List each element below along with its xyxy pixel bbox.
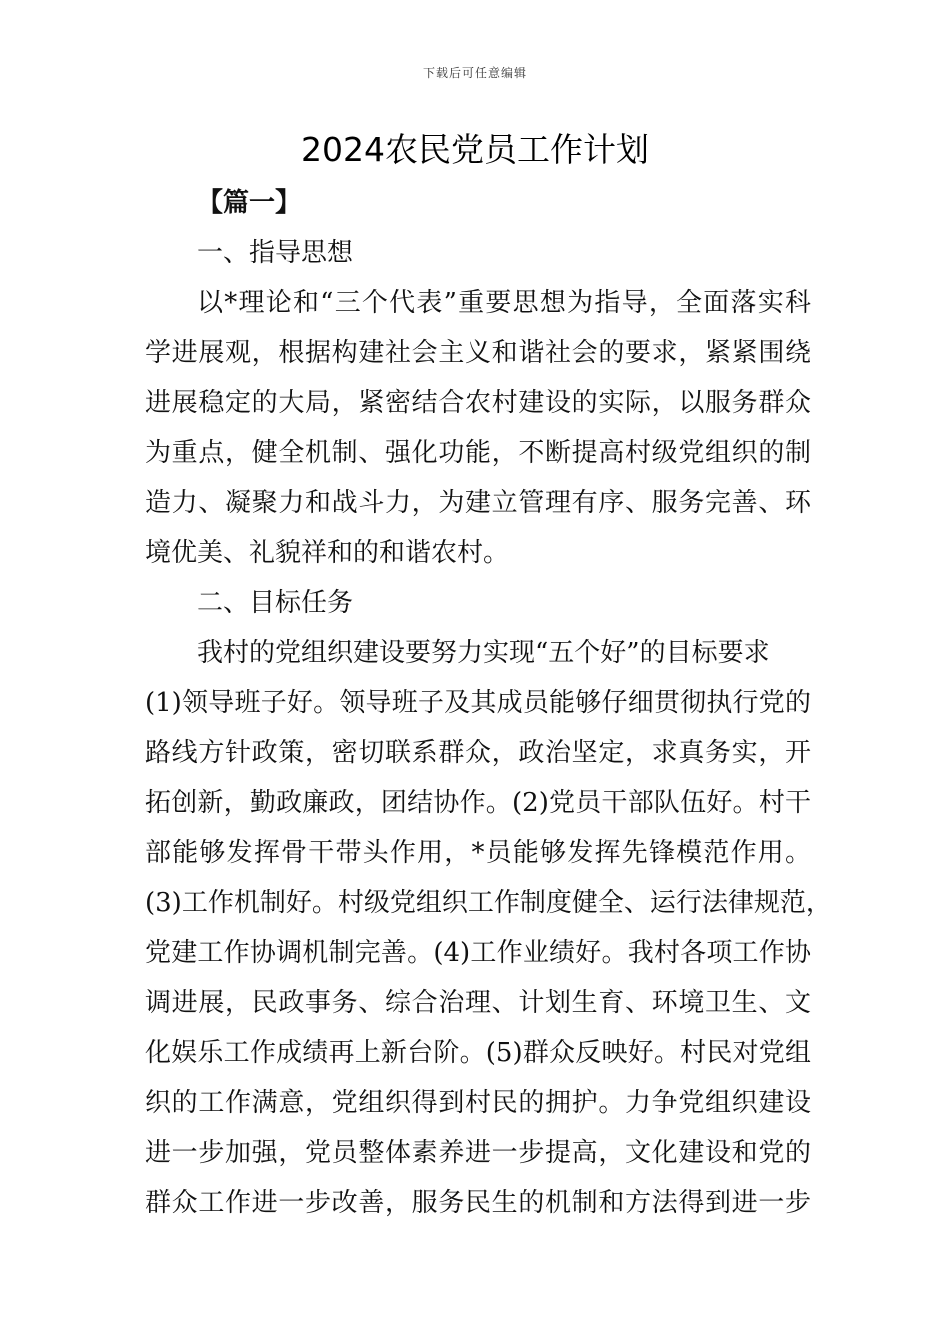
paragraph-line: 化娱乐工作成绩再上新台阶。(5)群众反映好。村民对党组 — [145, 1038, 811, 1068]
page-header-note: 下载后可任意编辑 — [422, 66, 527, 80]
document-body — [145, 178, 832, 1228]
paragraph-guiding-ideology — [145, 278, 811, 578]
paragraph-line: 织的工作满意，党组织得到村民的拥护。力争党组织建设 — [145, 1088, 811, 1118]
paragraph-line: 群众工作进一步改善，服务民生的机制和方法得到进一步 — [145, 1188, 811, 1218]
paragraph-line: 为重点，健全机制、强化功能，不断提高村级党组织的制 — [145, 438, 811, 468]
paragraph-line: 进展稳定的大局，紧密结合农村建设的实际，以服务群众 — [145, 388, 811, 418]
part-label: 【篇一】 — [197, 188, 302, 218]
paragraph-line: 路线方针政策，密切联系群众，政治坚定，求真务实，开 — [145, 738, 811, 768]
paragraph-line: 拓创新，勤政廉政，团结协作。(2)党员干部队伍好。村干 — [145, 788, 811, 818]
paragraph-line: 党建工作协调机制完善。(4)工作业绩好。我村各项工作协 — [145, 938, 811, 968]
paragraph-line: 学进展观，根据构建社会主义和谐社会的要求，紧紧围绕 — [145, 338, 811, 368]
section-heading-guiding-ideology: 一、指导思想 — [197, 238, 354, 268]
paragraph-line: 调进展，民政事务、综合治理、计划生育、环境卫生、文 — [145, 988, 811, 1018]
paragraph-line: 造力、凝聚力和战斗力，为建立管理有序、服务完善、环 — [145, 488, 811, 518]
paragraph-line: 以*理论和“三个代表”重要思想为指导，全面落实科 — [197, 288, 811, 318]
paragraph-line: 进一步加强，党员整体素养进一步提高，文化建设和党的 — [145, 1138, 811, 1168]
paragraph-goals-tasks — [145, 628, 832, 1228]
section-heading-goals-tasks: 二、目标任务 — [197, 588, 354, 618]
paragraph-line: 部能够发挥骨干带头作用，*员能够发挥先锋模范作用。 — [145, 838, 811, 868]
paragraph-line: 境优美、礼貌祥和的和谐农村。 — [145, 538, 510, 568]
paragraph-line: (1)领导班子好。领导班子及其成员能够仔细贯彻执行党的 — [145, 688, 811, 718]
document-title: 2024农民党员工作计划 — [301, 130, 649, 169]
paragraph-line: 我村的党组织建设要努力实现“五个好”的目标要求 — [197, 638, 770, 668]
paragraph-line: (3)工作机制好。村级党组织工作制度健全、运行法律规范， — [145, 888, 832, 918]
